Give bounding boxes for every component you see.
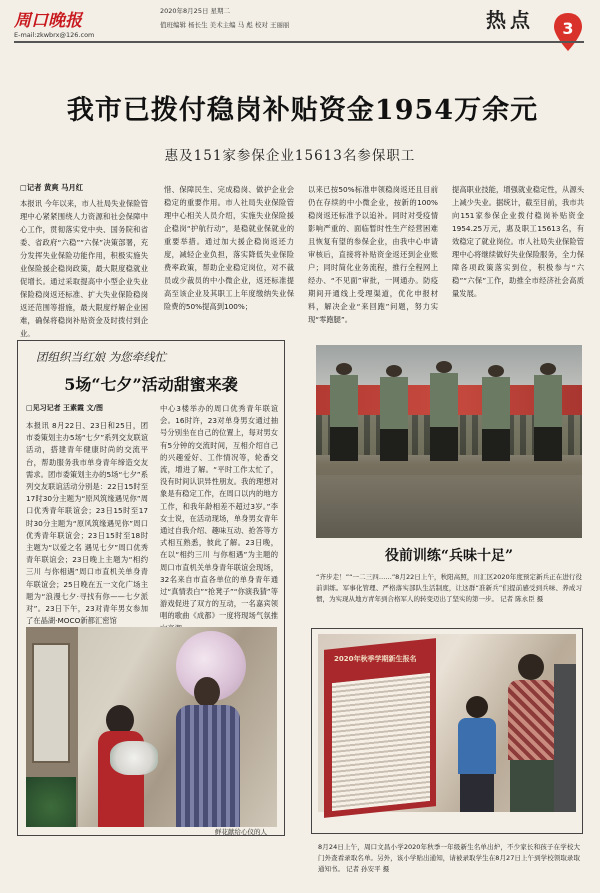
story2-byline: □见习记者 王素霞 文/图 <box>26 404 104 412</box>
main-column-3: 以来已按50%标准申领稳岗返还且目前仍在存续的中小微企业，按新的100%稳岗返还标准予以追补。同时对受疫情影响严重的、面临暂时性生产经营困难且恢复有望的参保企业，由我中心申请审核后，直接将补贴资金返还到企业账户；同时简化业务流程，推行全程网上经办、“不见面”审批，一网通办。防疫期间开通线上受理渠道，优化申报材料，解决企业“来回跑”问题，努力实现“零跑腿”。 <box>308 185 438 324</box>
story4-caption: 8月24日上午，周口文昌小学2020年秋季一年级新生名单出炉，不少家长和孩子在学校大门外查看录取名单。另外，该小学贴出通知，请被录取学生在8月27日上午到学校领取录取通知书。 记者 孙安平 摄 <box>318 843 580 873</box>
main-byline: □记者 黄爽 马月红 <box>20 183 84 192</box>
main-column-4: 提高职业技能，增强就业稳定性，从源头上减少失业。据统计，截至目前，我市共向151家参保企业拨付稳岗补贴资金1954.25万元，惠及职工15613名，有效稳定了就业岗位。市人社局失业保险管理中心将继续做好失业保险服务，全力保障各项政策落实到位，积极参与“六稳”“六保”工作，助推全市经济社会高质量发展。 <box>452 185 584 298</box>
section-title: 热点 <box>486 8 534 32</box>
story2-photo <box>26 627 277 827</box>
story3-photo <box>316 345 582 538</box>
story2-column-2: 中心3楼举办的周口优秀青年联谊会。16时许，23对单身男女通过抽号分别坐在自己的位置上，每对男女有5分钟的交流时间，互相介绍自己的兴趣爱好、工作情况等，轮番交流，增进了解。“平时工作太忙了，没有时间认识异性朋友。我的理想对象是有稳定工作，在周口以内的地方工作，和我年龄相差不超过3岁。”李女士说，在活动现场，单身男女青年通过自我介绍、趣味互动、抢答等方式相互熟悉，彼此了解。23日晚，在以“相约三川 与你相遇”为主题的周口市直机关单身青年联谊会现场，32名来自市直各单位的单身青年通过“真情表白”“抢凳子”“你演我猜”等游戏促进了双方的互动，一名嘉宾领唱的歌曲《成都》一度将现场气氛推 <box>160 404 278 621</box>
story3-headline: 役前训练“兵味十足” <box>384 548 514 564</box>
story2-kicker: 团组织当红娘 为您牵线忙 <box>36 350 167 364</box>
dateline: 2020年8月25日 星期二 <box>160 7 231 15</box>
story4-photo <box>318 634 576 812</box>
story2-column-1: 本报讯 8月22日、23日和25日，团市委策划主办5场“七夕”系列交友联谊活动，搭建青年健康时尚的交流平台，帮助服务我市单身青年缔造交友需求。团市委策划主办的5场“七夕”系列交友联谊活动分别是：22日15时至17时30分主题为“原风筑缘遇见你”周口优秀青年联谊会；23日15时至17时30分主题为“原风筑缘遇见你”周口优秀青年联谊会；23日15时至18时主题为“以爱之名 遇见七夕”周口优秀青年联谊会；23日晚上主题为“相约三川 与你相遇”周口市直机关单身青年联谊会；25日晚在五一文化广场主题为“浪漫七夕·寻找有你——七夕派对”。23日下午，23对青年男女参加了在晶湖·MOCO新都汇密馆 <box>26 421 148 626</box>
masthead-logo: 周口晚报 <box>14 11 82 31</box>
header-rule <box>14 41 584 43</box>
page-badge-icon <box>553 12 583 52</box>
email-address: E-mail:zkwbrx@126.com <box>14 31 95 39</box>
main-headline: 我市已拨付稳岗补贴资金1954万余元 <box>66 95 539 126</box>
main-column-2: 惜、保障民生、完成稳岗、做护企业会稳定的重要作用。市人社局失业保险管理中心相关人员介绍，实施失业保险援企稳岗“护航行动”，是稳就业保就业的重要举措。通过加大援企稳岗返还力度，减轻企业负担，落实降低失业保险费率政策，帮助企业稳定岗位，对不裁员或少裁员的中小微企业，返还标准提高至该企业及其职工上年度缴纳失业保险费的50%提高到100%； <box>164 185 294 311</box>
story3-caption: “齐步走！”“一二三四……”8月22日上午，秋阳高照，川汇区2020年度预定新兵正在进行役前训练。军事化管理、严格落实部队生活制度，让这群“准新兵”们提前感受到兵味、养成习惯，为实现从地方青年到合格军人的转变迈出了坚实的第一步。 记者 陈永臣 摄 <box>316 573 582 603</box>
page-number: 3 <box>562 19 574 38</box>
story2-headline: 5场“七夕”活动甜蜜来袭 <box>64 375 238 394</box>
main-subhead: 惠及151家参保企业15613名参保职工 <box>164 148 416 164</box>
story2-photo-caption: 鲜花献给心仪的人 <box>215 828 267 836</box>
main-column-1: 本报讯 今年以来，市人社局失业保险管理中心紧紧围绕人力资源和社会保障中心工作，贯彻落实党中央、国务院和省委、省政府“六稳”“六保”决策部署，充分发挥失业保险功能作用，积极实施失业保险援企稳岗政策，最大限度稳就业促增长。通过采取提高中小型企业失业保险稳岗返还标准、扩大失业保险稳岗返还范围等措施，最大限度纾解企业困难，确保将稳岗补贴资金及时拨付到企业。 <box>20 199 148 338</box>
editor-credits: 值班编辑 杨长生 美术主编 马 彪 校对 王丽丽 <box>160 21 290 29</box>
enrollment-banner-text: 2020年秋季学期新生报名 <box>334 655 417 663</box>
